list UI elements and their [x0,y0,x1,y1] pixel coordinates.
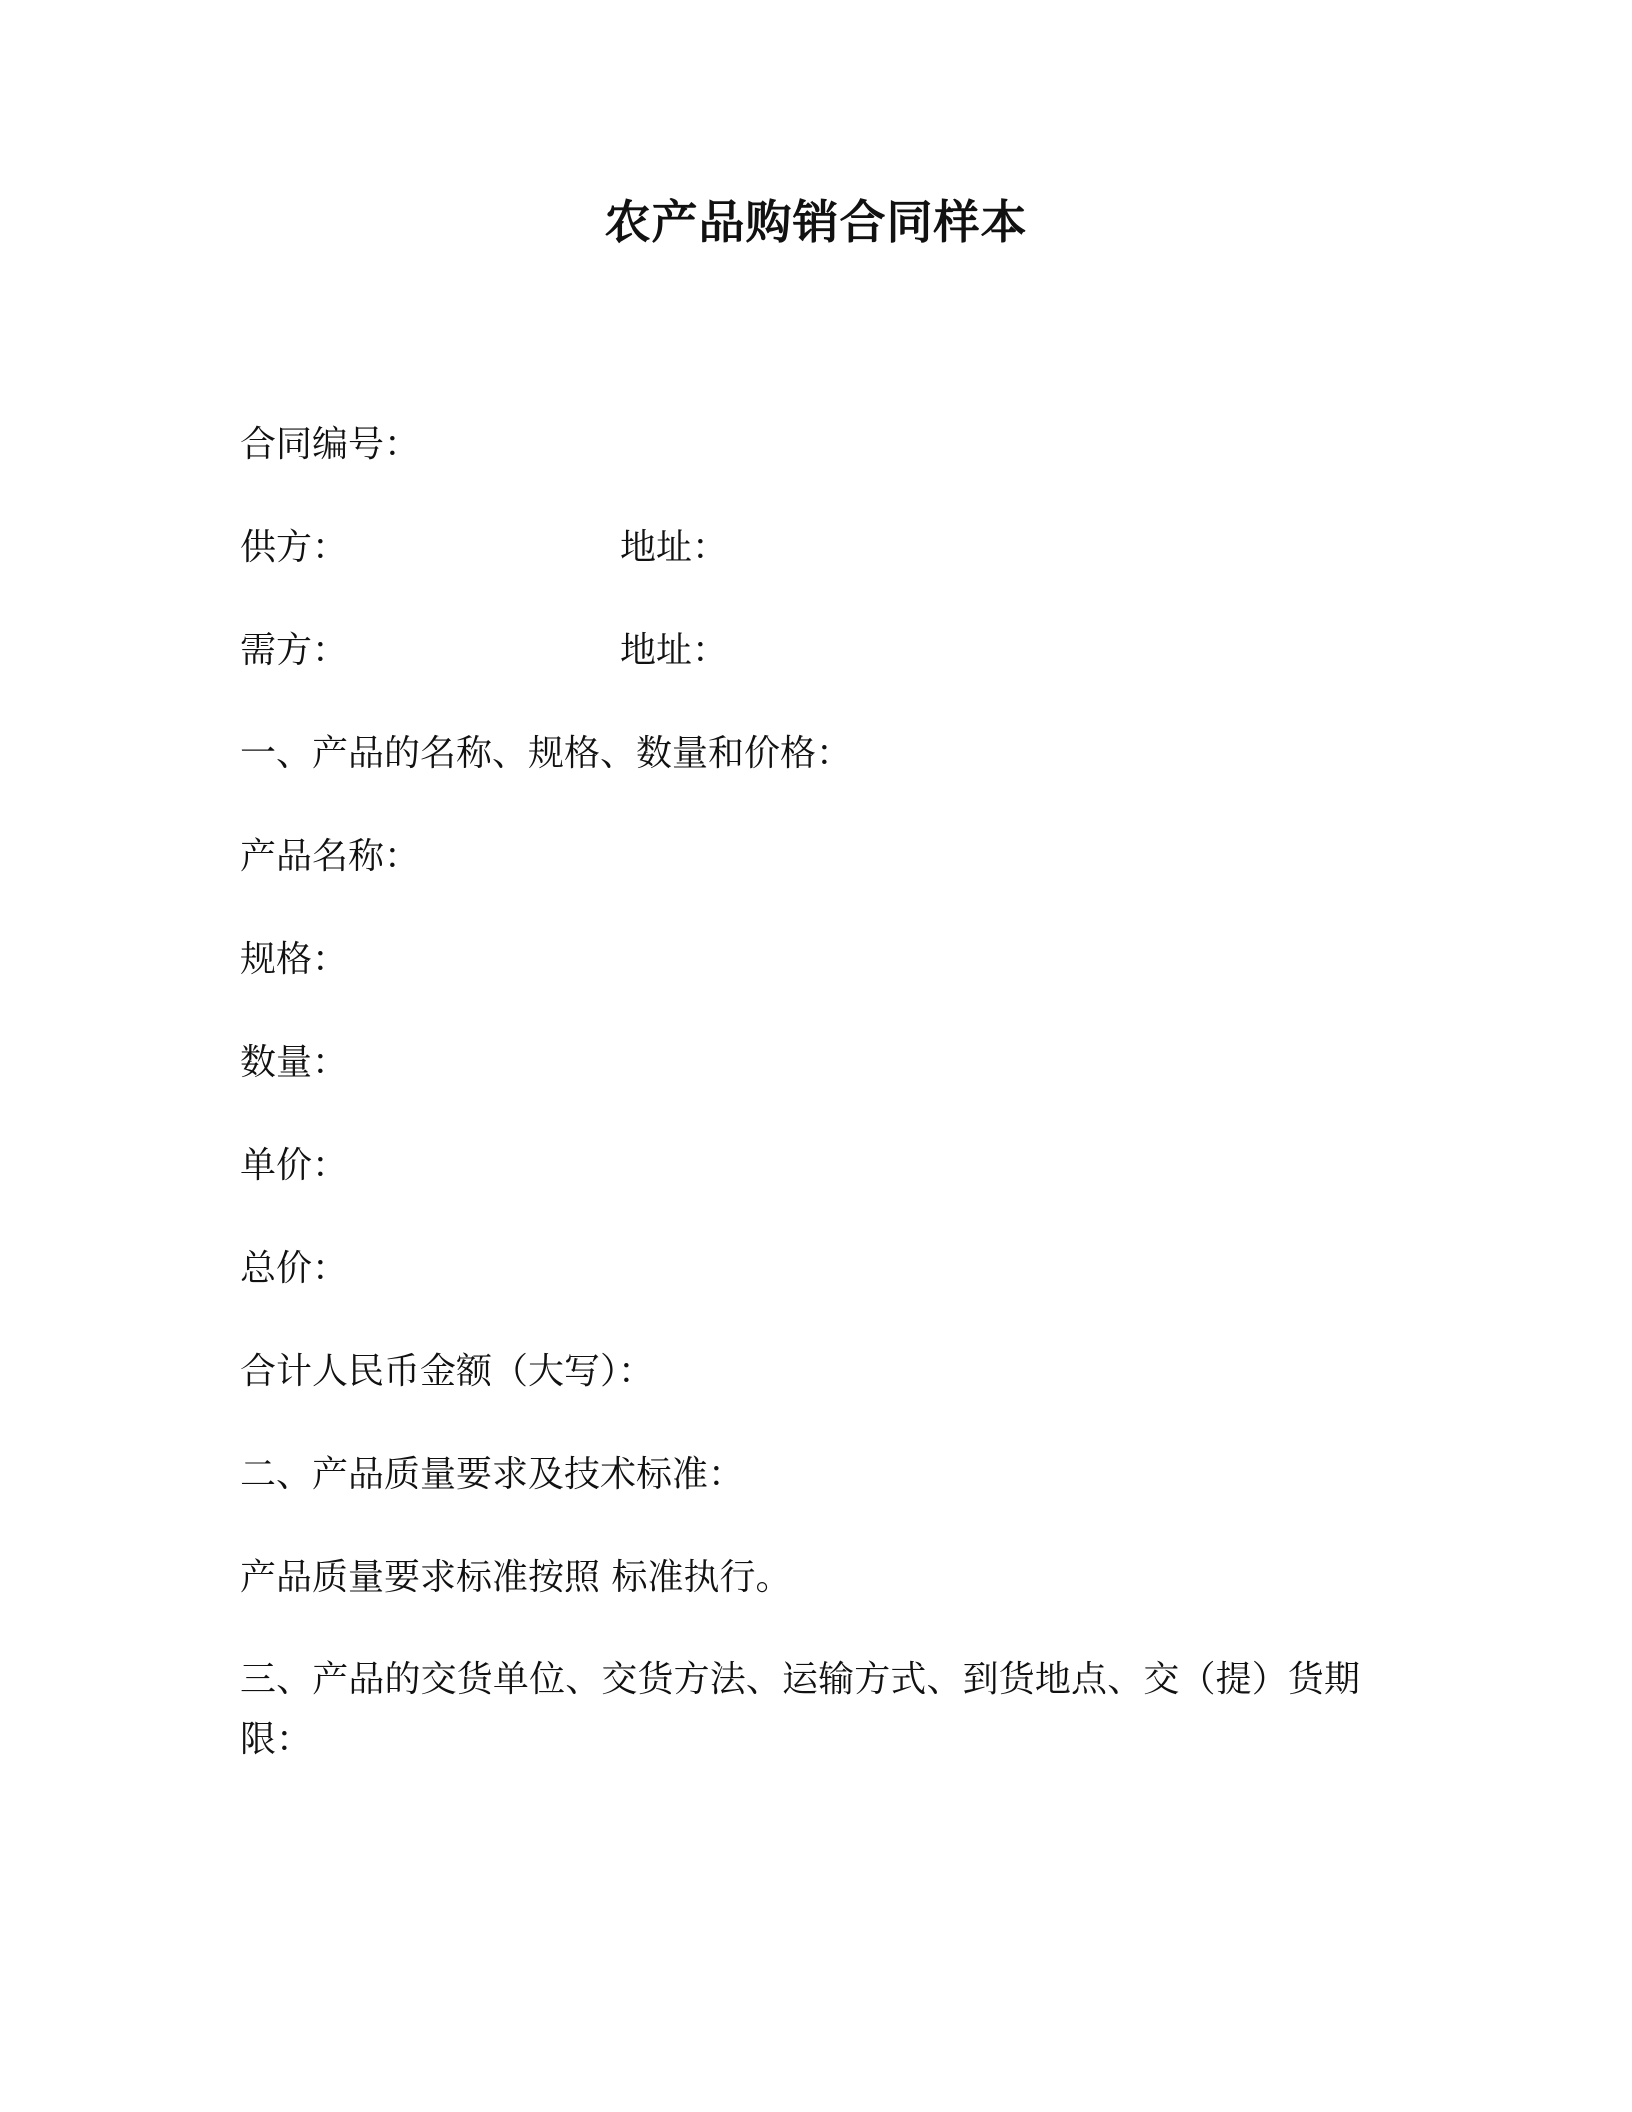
section-2-heading: 二、产品质量要求及技术标准： [240,1454,745,1495]
buyer-label: 需方： [240,630,349,671]
section-3-heading: 三、产品的交货单位、交货方法、运输方式、到货地点、交（提）货期限： [240,1659,1360,1760]
section-1-heading: 一、产品的名称、规格、数量和价格： [240,733,853,774]
buyer-address-label: 地址： [620,630,729,671]
quality-standard-text: 产品质量要求标准按照 标准执行。 [240,1557,792,1598]
product-name-label: 产品名称： [240,836,421,877]
supplier-label: 供方： [240,527,349,568]
total-rmb-label: 合计人民币金额（大写）： [240,1351,655,1392]
document-title: 农产品购销合同样本 [604,195,1028,249]
total-price-label: 总价： [240,1248,349,1289]
unit-price-label: 单价： [240,1145,349,1186]
quantity-label: 数量： [240,1042,349,1083]
contract-number-label: 合同编号： [240,424,421,465]
supplier-address-label: 地址： [620,527,729,568]
spec-label: 规格： [240,939,349,980]
